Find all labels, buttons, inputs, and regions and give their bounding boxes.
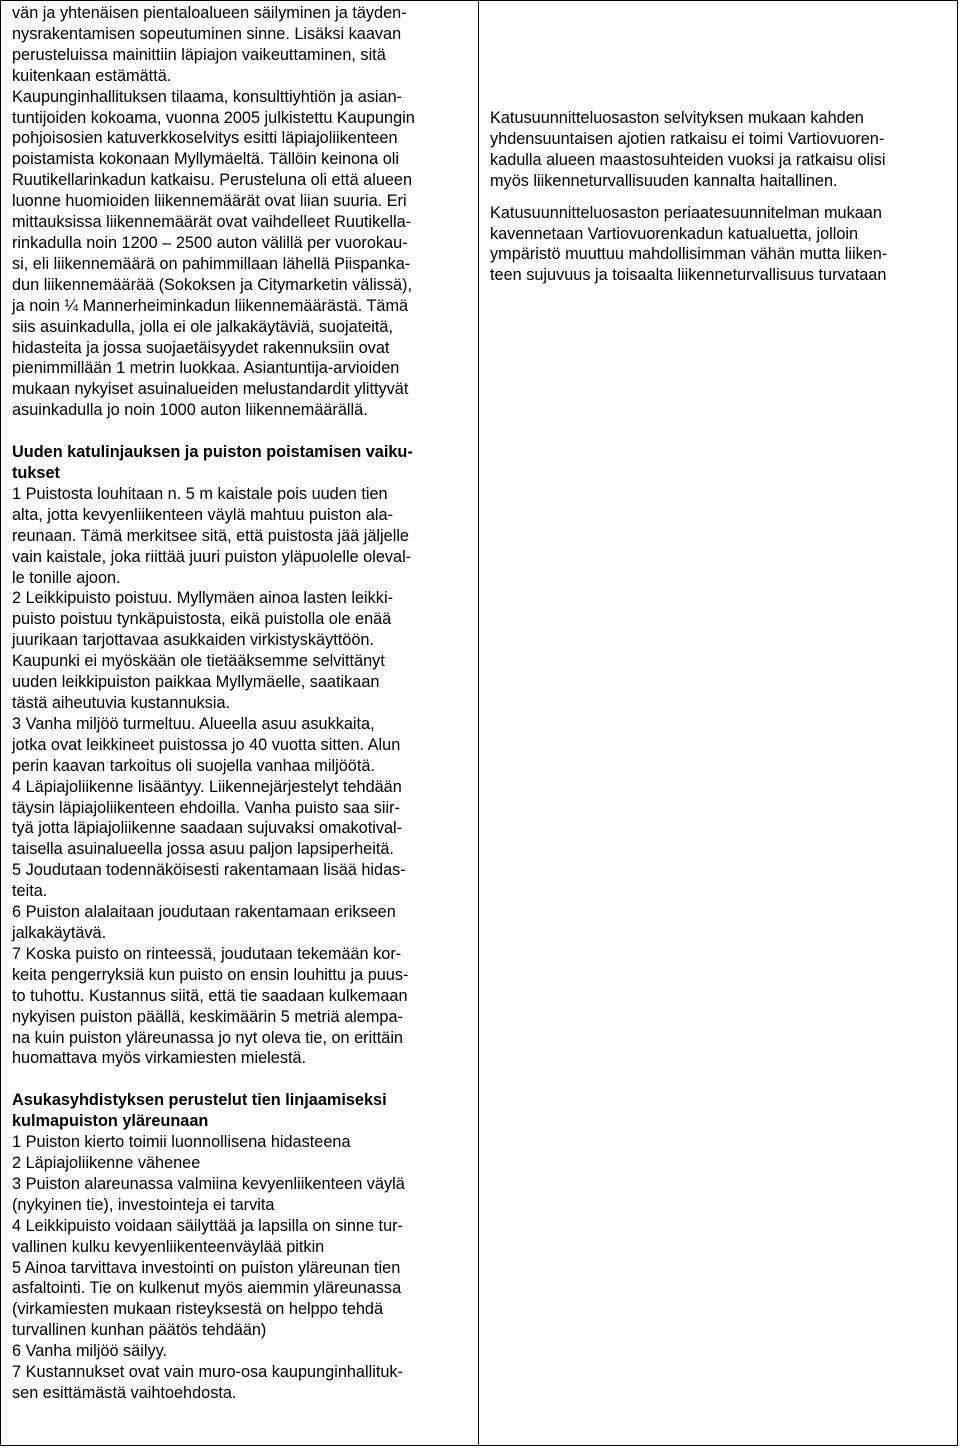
section1-item: 6 Puiston alalaitaan joudutaan rakentamaan erikseen jalkakäytävä. bbox=[12, 903, 396, 942]
section2-heading: Asukasyhdistyksen perustelut tien linjaamiseksi kulmapuiston yläreunaan bbox=[12, 1091, 387, 1131]
section2-item: 6 Vanha miljöö säilyy. bbox=[12, 1342, 168, 1361]
section1-item: 3 Vanha miljöö turmeltuu. Alueella asuu asukkaita, jotka ovat leikkineet puistossa jo 40 vuotta sitten. Alun perin kaavan tarkoitus oli suojella vanhaa miljöötä. bbox=[12, 714, 401, 775]
section2-item: 5 Ainoa tarvittava investointi on puiston yläreunan tien asfaltointi. Tie on kulkenut myös aiemmin yläreunassa (virkamiesten mukaan risteyksestä on helppo tehdä turvallinen kunhan päätös tehdään) bbox=[12, 1258, 402, 1340]
section2-item: 4 Leikkipuisto voidaan säilyttää ja lapsilla on sinne tur- vallinen kulku kevyenliikenteenväylää pitkin bbox=[12, 1216, 403, 1256]
section1-heading: Uuden katulinjauksen ja puiston poistamisen vaiku- tukset bbox=[12, 443, 413, 483]
section1-item: 4 Läpiajoliikenne lisääntyy. Liikennejärjestelyt tehdään täysin läpiajoliikenteen ehdoilla. Vanha puisto saa siir- tyä jotta läpiajoliikenne saadaan sujuvaksi omakotival- taisella asuinalueella jossa asuu paljon lapsiperheitä. bbox=[12, 777, 403, 859]
right-paragraph-1: Katusuunnitteluosaston selvityksen mukaan kahden yhdensuuntaisen ajotien ratkaisu ei toimi Vartiovuoren- kadulla alueen maastosuhteiden vuoksi ja ratkaisu olisi myös liikenneturvallisuuden kannalta haitallinen. bbox=[490, 109, 886, 190]
section2-item: 1 Puiston kierto toimii luonnollisena hidasteena bbox=[12, 1133, 351, 1152]
section1-item: 1 Puistosta louhitaan n. 5 m kaistale pois uuden tien alta, jotta kevyenliikenteen väylä mahtuu puiston ala- reunaan. Tämä merkitsee sitä, että puistosta jää jäljelle vain kaistale, joka riittää juuri puiston yläpuolelle oleval- le tonille ajoon. bbox=[12, 484, 412, 587]
left-column bbox=[12, 0, 468, 1404]
section1-item: 2 Leikkipuisto poistuu. Myllymäen ainoa lasten leikki- puisto poistuu tynkäpuistosta, eikä puistolla ole enää juurikaan tarjottavaa asukkaiden virkistyskäyttöön. Kaupunki ei myöskään ole tietääksemme selvittänyt uuden leikkipuiston paikkaa Myllymäelle, saatikaan tästä aiheutuvia kustannuksia. bbox=[12, 589, 393, 712]
section2-item: 7 Kustannukset ovat vain muro-osa kaupunginhallituk- sen esittämästä vaihtoehdosta. bbox=[12, 1363, 403, 1402]
right-paragraph-2: Katusuunnitteluosaston periaatesuunnitelman mukaan kavennetaan Vartiovuorenkadun katualuetta, jolloin ympäristö muuttuu mahdollisimman vähän mutta liiken- teen sujuvuus ja toisaalta liikenneturvallisuus turvataan bbox=[490, 203, 888, 285]
right-column bbox=[490, 0, 946, 286]
section2-item: 2 Läpiajoliikenne vähenee bbox=[12, 1154, 201, 1173]
section1-item: 7 Koska puisto on rinteessä, joudutaan tekemään kor- keita pengerryksiä kun puisto on ensin louhittu ja puus- to tuhottu. Kustannus siitä, että tie saadaan kulkemaan nykyisen puiston päällä, keskimäärin 5 metriä alempa- na kuin puiston yläreunassa jo nyt oleva tie, on erittäin huomattava myös virkamiesten mielestä. bbox=[12, 944, 409, 1068]
intro-text: vän ja yhtenäisen pientaloalueen säilyminen ja täyden- nysrakentamisen sopeutuminen sinne. Lisäksi kaavan perusteluissa mainittiin läpiajon vaikeuttaminen, sitä kuitenkaan estämättä. Kaupunginhallituksen tilaama, konsulttiyhtiön ja asian- tuntijoiden kokoama, vuonna 2005 julkistettu Kaupungin pohjoisosien katuverkkoselvitys esitti läpiajoliikenteen poistamista kokonaan Myllymäeltä. Tällöin keinona oli Ruutikellarinkadun katkaisu. Perusteluna oli että alueen luonne huomioiden liikennemäärät ovat liian suuria. Eri mittauksissa liikennemäärät ovat vaihdelleet Ruutikella- rinkadulla noin 1200 – 2500 auton välillä per vuorokau- si, eli liikennemäärä on pahimmillaan lähellä Piispanka- dun liikennemäärää (Sokoksen ja Citymarketin välissä), ja noin ¼ Mannerheiminkadun liikennemäärästä. Tämä siis asuinkadulla, jolla ei ole jalkakäytäviä, suojateitä, hidasteita ja jossa suojaetäisyydet rakennuksiin ovat pienimmillään 1 metrin luokkaa. Asiantuntija-arvioiden mukaan nykyiset asuinalueiden melustandardit ylittyvät asuinkadulla jo noin 1000 auton liikennemäärällä. bbox=[12, 4, 415, 420]
section1-item: 5 Joudutaan todennäköisesti rakentamaan lisää hidas- teita. bbox=[12, 861, 406, 901]
section2-item: 3 Puiston alareunassa valmiina kevyenliikenteen väylä (nykyinen tie), investointeja ei tarvita bbox=[12, 1174, 405, 1214]
column-divider bbox=[478, 0, 479, 1446]
